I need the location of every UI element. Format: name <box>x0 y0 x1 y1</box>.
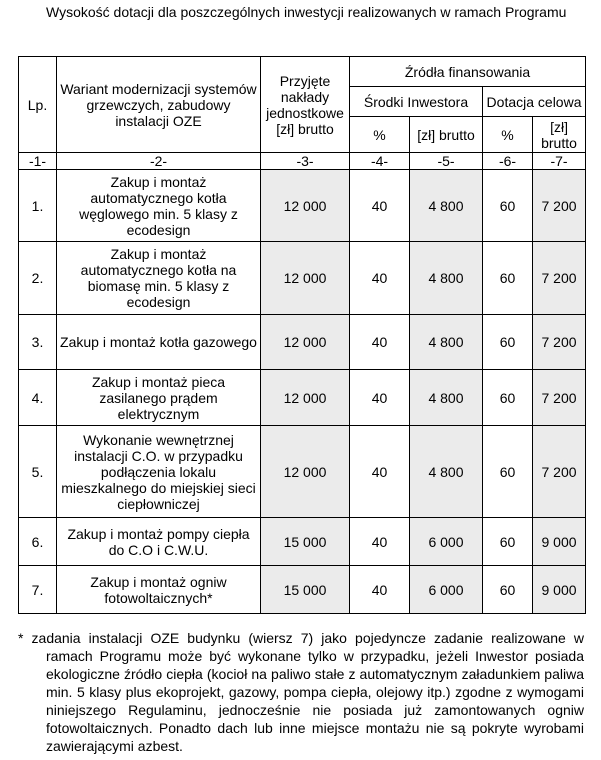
header-inv-pct: % <box>350 117 410 153</box>
row-name: Zakup i montaż pieca zasilanego prądem elektrycznym <box>57 370 261 426</box>
col-number: -6- <box>483 153 533 170</box>
row-dot-zl: 7 200 <box>533 426 586 518</box>
row-dot-pct: 60 <box>483 426 533 518</box>
col-number: -3- <box>261 153 350 170</box>
row-dot-pct: 60 <box>483 518 533 566</box>
row-inv-pct: 40 <box>350 518 410 566</box>
header-dot-zl: [zł] brutto <box>533 117 586 153</box>
row-naklady: 12 000 <box>261 170 350 242</box>
row-naklady: 15 000 <box>261 566 350 614</box>
table-row <box>19 370 586 426</box>
row-dot-pct: 60 <box>483 170 533 242</box>
row-dot-pct: 60 <box>483 315 533 370</box>
row-inv-zl: 6 000 <box>410 518 483 566</box>
footnote-text: * zadania instalacji OZE budynku (wiersz 7) jako pojedyncze zadanie realizowane w ramach Programu może być wykonane tylko w przypadku, jeżeli Inwestor posiada ekologiczne źródło ciepła (kocioł na paliwo stałe z automatycznym załadunkiem paliwa min. 5 klasy plus ekoprojekt, gazowy, pompa ciepła, olejowy itp.) zgodne z wymogami niniejszego Regulaminu, jednocześnie nie posiada już zamontowanych ogniw fotowoltaicznych. Ponadto dach lub inne miejsce montażu nie są pokryte wyrobami zawierającymi azbest. <box>18 630 584 754</box>
row-naklady: 12 000 <box>261 242 350 315</box>
row-inv-pct: 40 <box>350 170 410 242</box>
row-name: Zakup i montaż kotła gazowego <box>57 315 261 370</box>
table-row <box>19 518 586 566</box>
row-name: Wykonanie wewnętrznej instalacji C.O. w przypadku podłączenia lokalu mieszkalnego do miejskiej sieci ciepłowniczej <box>57 426 261 518</box>
row-name: Zakup i montaż ogniw fotowoltaicznych* <box>57 566 261 614</box>
header-naklady: Przyjęte nakłady jednostkowe [zł] brutto <box>261 57 350 153</box>
row-inv-pct: 40 <box>350 242 410 315</box>
row-lp: 3. <box>19 315 57 370</box>
row-name: Zakup i montaż automatycznego kotła węglowego min. 5 klasy z ecodesign <box>57 170 261 242</box>
row-dot-pct: 60 <box>483 242 533 315</box>
row-naklady: 12 000 <box>261 426 350 518</box>
row-inv-pct: 40 <box>350 315 410 370</box>
row-naklady: 12 000 <box>261 370 350 426</box>
row-lp: 6. <box>19 518 57 566</box>
header-dot-pct: % <box>483 117 533 153</box>
row-inv-zl: 4 800 <box>410 242 483 315</box>
row-inv-pct: 40 <box>350 370 410 426</box>
col-number: -5- <box>410 153 483 170</box>
footnote <box>18 629 584 755</box>
row-inv-zl: 6 000 <box>410 566 483 614</box>
row-dot-zl: 7 200 <box>533 370 586 426</box>
table-row <box>19 242 586 315</box>
col-number: -2- <box>57 153 261 170</box>
row-inv-zl: 4 800 <box>410 426 483 518</box>
table-row <box>19 566 586 614</box>
row-inv-zl: 4 800 <box>410 370 483 426</box>
header-dotacja-celowa: Dotacja celowa <box>483 87 586 117</box>
row-name: Zakup i montaż automatycznego kotła na biomasę min. 5 klasy z ecodesign <box>57 242 261 315</box>
row-inv-zl: 4 800 <box>410 170 483 242</box>
intro-text: Wysokość dotacji dla poszczególnych inwestycji realizowanych w ramach Programu <box>46 4 567 20</box>
row-lp: 5. <box>19 426 57 518</box>
col-number: -4- <box>350 153 410 170</box>
table-row <box>19 170 586 242</box>
row-dot-zl: 7 200 <box>533 242 586 315</box>
row-dot-zl: 7 200 <box>533 315 586 370</box>
table-row <box>19 426 586 518</box>
row-lp: 2. <box>19 242 57 315</box>
row-dot-zl: 7 200 <box>533 170 586 242</box>
row-inv-pct: 40 <box>350 426 410 518</box>
col-number: -1- <box>19 153 57 170</box>
row-inv-zl: 4 800 <box>410 315 483 370</box>
row-lp: 7. <box>19 566 57 614</box>
subsidy-table <box>18 56 586 614</box>
header-wariant: Wariant modernizacji systemów grzewczych, zabudowy instalacji OZE <box>57 57 261 153</box>
row-dot-pct: 60 <box>483 566 533 614</box>
row-dot-zl: 9 000 <box>533 518 586 566</box>
header-zrodla: Źródła finansowania <box>350 57 586 87</box>
header-inv-zl: [zł] brutto <box>410 117 483 153</box>
col-number: -7- <box>533 153 586 170</box>
row-lp: 4. <box>19 370 57 426</box>
header-srodki-inwestora: Środki Inwestora <box>350 87 483 117</box>
row-naklady: 15 000 <box>261 518 350 566</box>
header-lp: Lp. <box>19 57 57 153</box>
row-inv-pct: 40 <box>350 566 410 614</box>
table-row <box>19 315 586 370</box>
row-dot-pct: 60 <box>483 370 533 426</box>
row-dot-zl: 9 000 <box>533 566 586 614</box>
row-naklady: 12 000 <box>261 315 350 370</box>
row-name: Zakup i montaż pompy ciepła do C.O i C.W.U. <box>57 518 261 566</box>
row-lp: 1. <box>19 170 57 242</box>
